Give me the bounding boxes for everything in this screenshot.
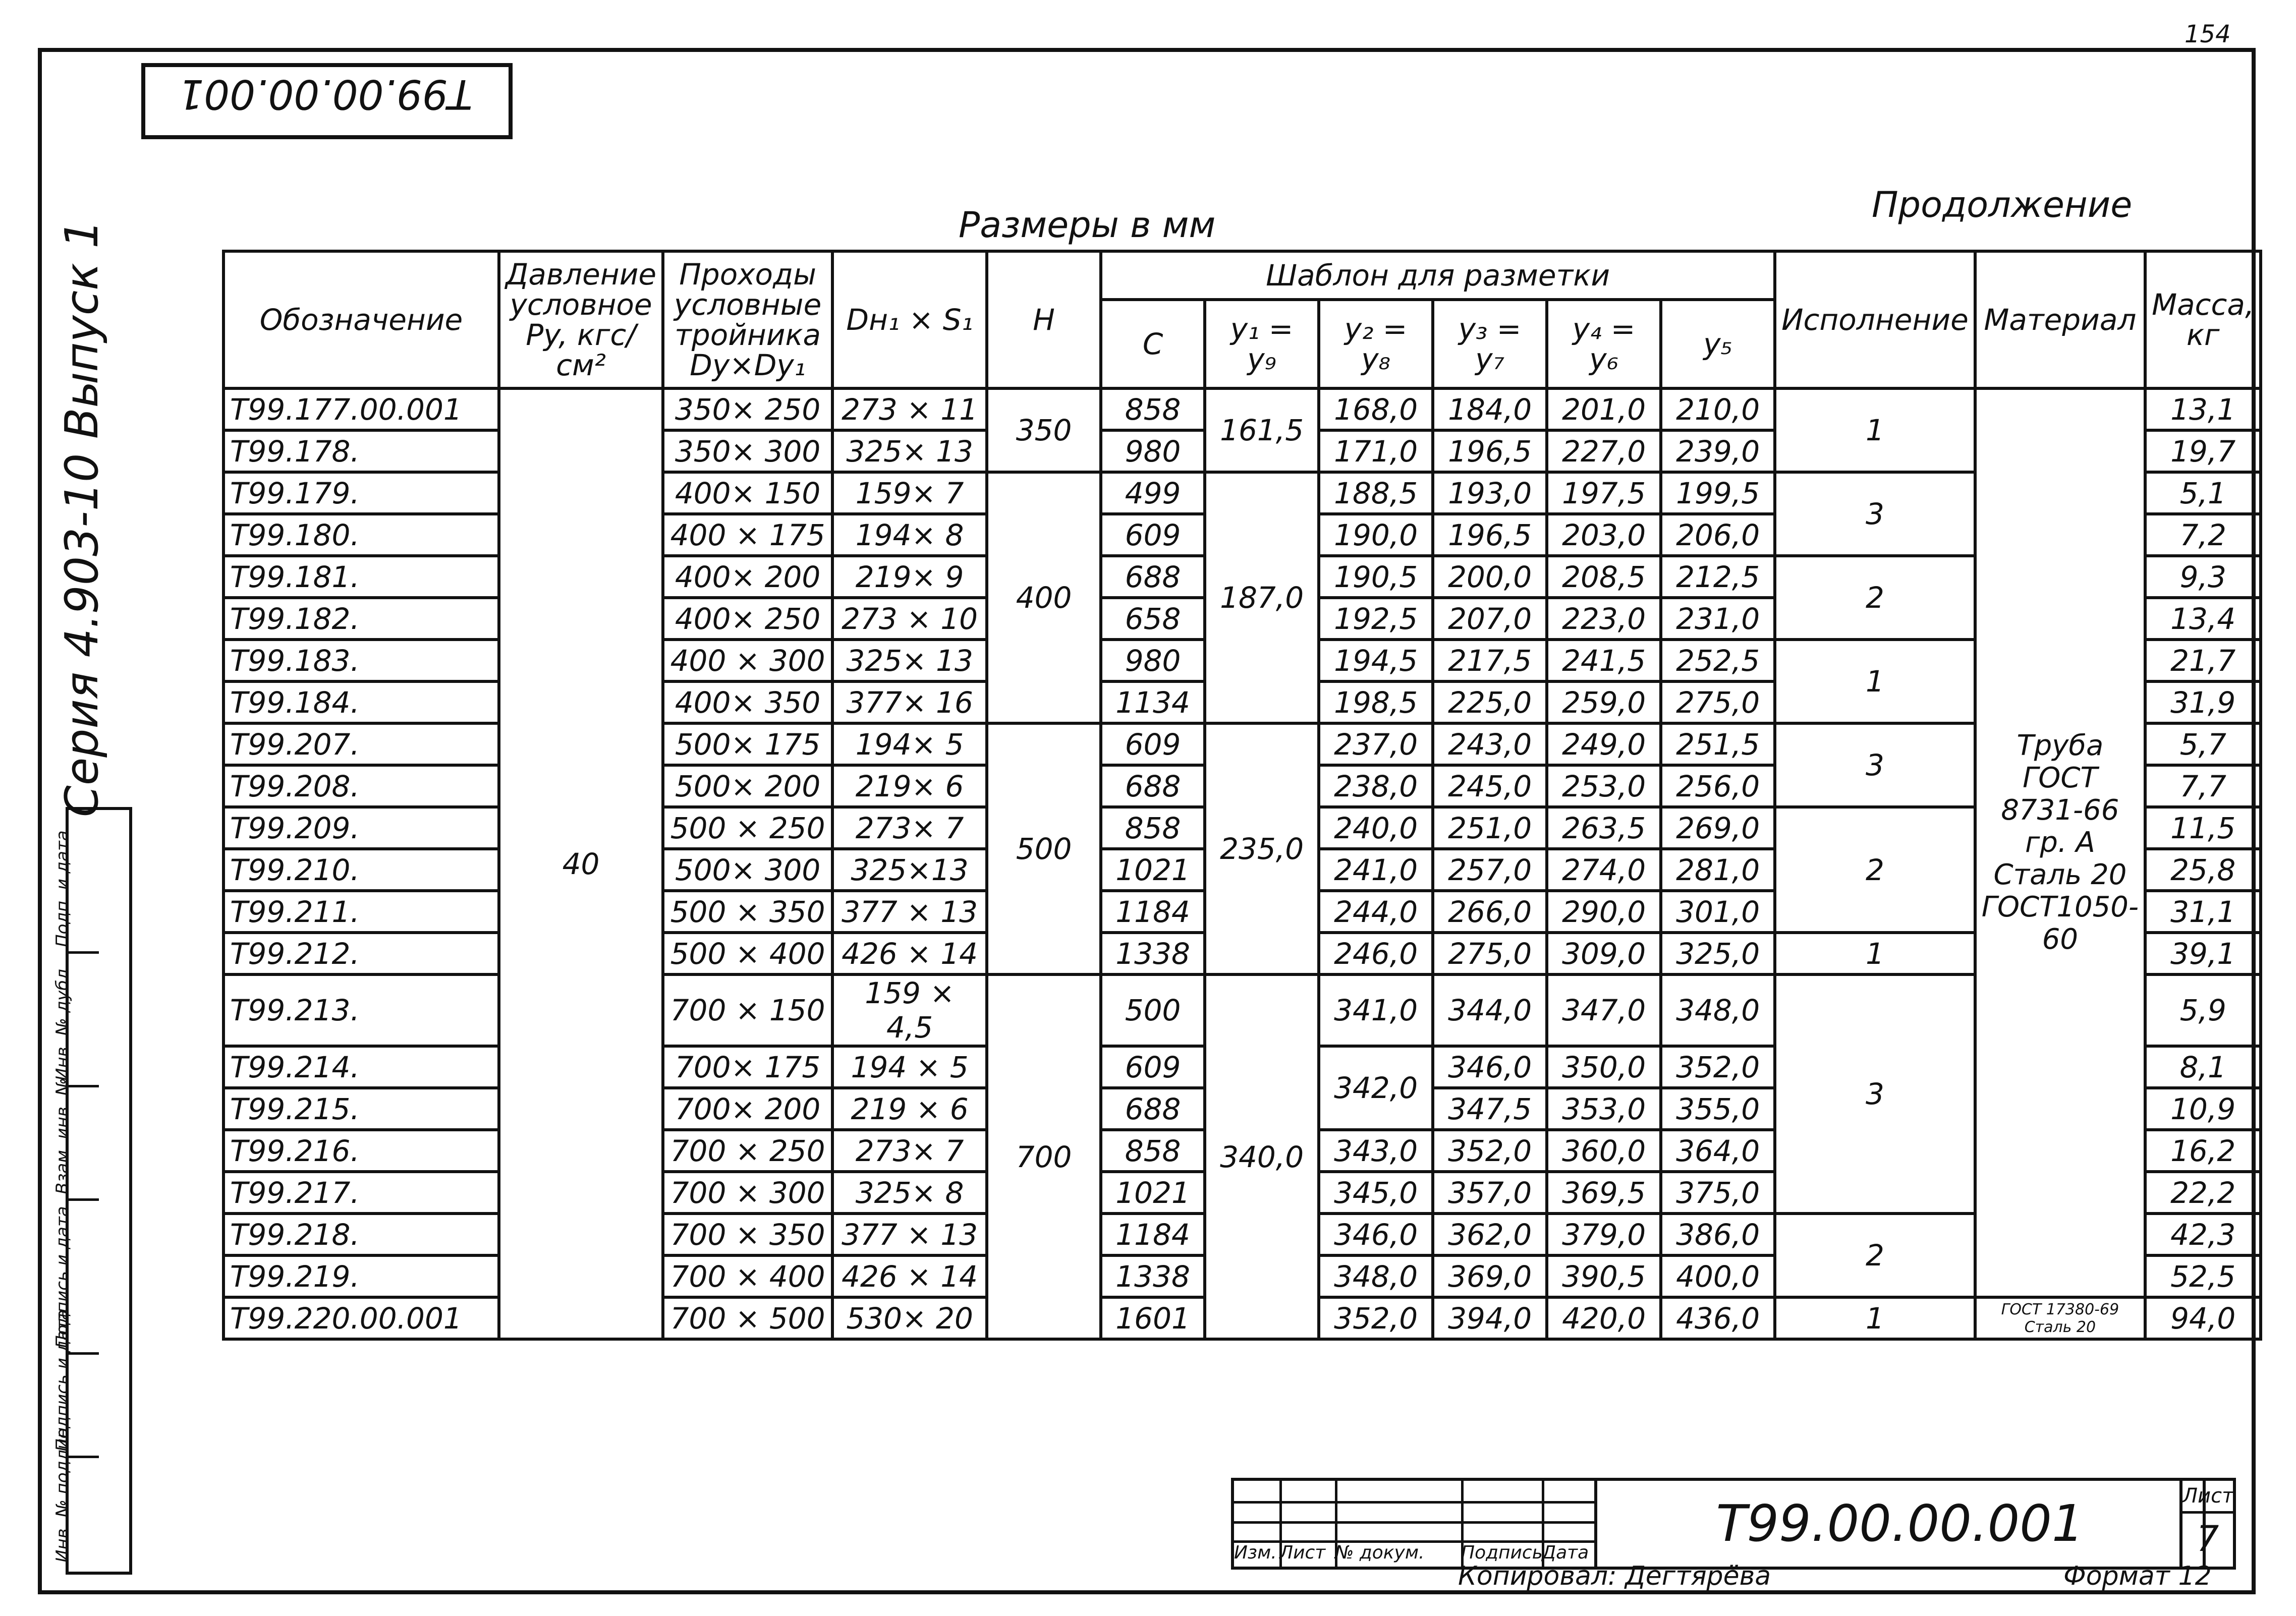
dn-cell: 273 × 10: [832, 598, 987, 640]
y2-cell: 168,0: [1319, 388, 1433, 430]
designation-cell: Т99.217.: [223, 1172, 499, 1214]
y5-cell: 352,0: [1661, 1046, 1775, 1088]
execution-cell: 3: [1775, 974, 1975, 1214]
designation-cell: Т99.184.: [223, 681, 499, 723]
dn-cell: 426 × 14: [832, 933, 987, 974]
y1-cell: 235,0: [1205, 723, 1319, 974]
designation-cell: Т99.181.: [223, 556, 499, 598]
y3-cell: 225,0: [1433, 681, 1547, 723]
y3-cell: 196,5: [1433, 514, 1547, 556]
dn-cell: 273× 7: [832, 807, 987, 849]
y5-cell: 239,0: [1661, 430, 1775, 472]
y4-cell: 360,0: [1547, 1130, 1661, 1172]
mass-cell: 9,3: [2145, 556, 2261, 598]
mass-cell: 13,4: [2145, 598, 2261, 640]
designation-cell: Т99.219.: [223, 1255, 499, 1297]
y2-cell: 241,0: [1319, 849, 1433, 891]
y5-cell: 231,0: [1661, 598, 1775, 640]
c-cell: 500: [1101, 974, 1205, 1046]
designation-cell: Т99.211.: [223, 891, 499, 933]
designation-cell: Т99.208.: [223, 765, 499, 807]
y4-cell: 420,0: [1547, 1297, 1661, 1339]
y3-cell: 347,5: [1433, 1088, 1547, 1130]
passes-cell: 400× 250: [663, 598, 832, 640]
y3-cell: 196,5: [1433, 430, 1547, 472]
y5-cell: 325,0: [1661, 933, 1775, 974]
col-material: Материал: [1975, 251, 2145, 388]
y5-cell: 386,0: [1661, 1214, 1775, 1255]
y5-cell: 375,0: [1661, 1172, 1775, 1214]
dn-cell: 159 × 4,5: [832, 974, 987, 1046]
title-block-grid: [1231, 1478, 1597, 1570]
y3-cell: 257,0: [1433, 849, 1547, 891]
y5-cell: 251,5: [1661, 723, 1775, 765]
y4-cell: 353,0: [1547, 1088, 1661, 1130]
execution-cell: 1: [1775, 933, 1975, 974]
dn-cell: 377 × 13: [832, 891, 987, 933]
dn-cell: 194× 8: [832, 514, 987, 556]
y1-cell: 161,5: [1205, 388, 1319, 472]
y5-cell: 256,0: [1661, 765, 1775, 807]
dn-cell: 219× 9: [832, 556, 987, 598]
designation-cell: Т99.213.: [223, 974, 499, 1046]
c-cell: 1338: [1101, 933, 1205, 974]
col-template: Шаблон для разметки: [1101, 251, 1775, 300]
execution-cell: 1: [1775, 640, 1975, 723]
designation-cell: Т99.180.: [223, 514, 499, 556]
y5-cell: 348,0: [1661, 974, 1775, 1046]
designation-cell: Т99.218.: [223, 1214, 499, 1255]
dn-cell: 325× 13: [832, 640, 987, 681]
continuation-label: Продолжение: [1872, 184, 2133, 225]
dn-cell: 159× 7: [832, 472, 987, 514]
col-y2: y₂ = y₈: [1319, 300, 1433, 388]
mass-cell: 22,2: [2145, 1172, 2261, 1214]
c-cell: 858: [1101, 807, 1205, 849]
col-dn: Dн₁ × S₁: [832, 251, 987, 388]
y2-cell: 345,0: [1319, 1172, 1433, 1214]
col-execution: Исполнение: [1775, 251, 1975, 388]
c-cell: 1338: [1101, 1255, 1205, 1297]
y2-cell: 352,0: [1319, 1297, 1433, 1339]
y3-cell: 344,0: [1433, 974, 1547, 1046]
c-cell: 609: [1101, 723, 1205, 765]
y2-cell: 188,5: [1319, 472, 1433, 514]
y5-cell: 355,0: [1661, 1088, 1775, 1130]
title-block-labels: Изм. Лист № докум. ПодписьДата: [1234, 1542, 1589, 1563]
c-cell: 688: [1101, 765, 1205, 807]
y2-cell: 190,0: [1319, 514, 1433, 556]
designation-cell: Т99.214.: [223, 1046, 499, 1088]
y1-cell: 340,0: [1205, 974, 1319, 1339]
col-y5: y₅: [1661, 300, 1775, 388]
y3-cell: 394,0: [1433, 1297, 1547, 1339]
sidebar-cell: Инв. № дубл.: [69, 954, 99, 1087]
c-cell: 1021: [1101, 1172, 1205, 1214]
y2-cell: 237,0: [1319, 723, 1433, 765]
designation-cell: Т99.212.: [223, 933, 499, 974]
mass-cell: 13,1: [2145, 388, 2261, 430]
sidebar-cell: Подп. и дата: [69, 810, 99, 954]
y3-cell: 200,0: [1433, 556, 1547, 598]
passes-cell: 400× 350: [663, 681, 832, 723]
y2-cell: 348,0: [1319, 1255, 1433, 1297]
dn-cell: 325× 8: [832, 1172, 987, 1214]
mass-cell: 7,2: [2145, 514, 2261, 556]
designation-cell: Т99.207.: [223, 723, 499, 765]
passes-cell: 700 × 500: [663, 1297, 832, 1339]
mass-cell: 52,5: [2145, 1255, 2261, 1297]
y5-cell: 301,0: [1661, 891, 1775, 933]
y2-cell: 194,5: [1319, 640, 1433, 681]
y4-cell: 241,5: [1547, 640, 1661, 681]
material-cell: Труба ГОСТ 8731-66 гр. А Сталь 20 ГОСТ1050-60: [1975, 388, 2145, 1297]
mass-cell: 31,1: [2145, 891, 2261, 933]
h-cell: 350: [987, 388, 1101, 472]
y5-cell: 206,0: [1661, 514, 1775, 556]
c-cell: 1134: [1101, 681, 1205, 723]
y5-cell: 210,0: [1661, 388, 1775, 430]
y5-cell: 275,0: [1661, 681, 1775, 723]
table-row: [223, 388, 2261, 430]
y3-cell: 207,0: [1433, 598, 1547, 640]
sheet-value: 7: [2196, 1518, 2219, 1560]
designation-cell: Т99.179.: [223, 472, 499, 514]
y5-cell: 269,0: [1661, 807, 1775, 849]
y2-cell: 240,0: [1319, 807, 1433, 849]
pressure-cell: 40: [499, 388, 663, 1339]
series-label: Серия 4.903-10 Выпуск 1: [55, 219, 108, 817]
col-mass: Масса, кг: [2145, 251, 2261, 388]
dn-cell: 194 × 5: [832, 1046, 987, 1088]
y3-cell: 362,0: [1433, 1214, 1547, 1255]
copied-by: Копировал: Дегтярёва: [1458, 1561, 1771, 1591]
c-cell: 658: [1101, 598, 1205, 640]
y5-cell: 252,5: [1661, 640, 1775, 681]
y3-cell: 352,0: [1433, 1130, 1547, 1172]
y3-cell: 275,0: [1433, 933, 1547, 974]
y5-cell: 364,0: [1661, 1130, 1775, 1172]
passes-cell: 400× 200: [663, 556, 832, 598]
y2-cell: 342,0: [1319, 1046, 1433, 1130]
y4-cell: 259,0: [1547, 681, 1661, 723]
execution-cell: 2: [1775, 1214, 1975, 1297]
sidebar-stamp: [52, 807, 132, 1575]
y2-cell: 246,0: [1319, 933, 1433, 974]
designation-cell: Т99.182.: [223, 598, 499, 640]
dn-cell: 325× 13: [832, 430, 987, 472]
y5-cell: 199,5: [1661, 472, 1775, 514]
y5-cell: 400,0: [1661, 1255, 1775, 1297]
passes-cell: 700 × 250: [663, 1130, 832, 1172]
passes-cell: 700 × 400: [663, 1255, 832, 1297]
sheet-label: Лист: [2182, 1481, 2233, 1514]
material-cell-last: ГОСТ 17380-69 Сталь 20: [1975, 1297, 2145, 1339]
execution-cell: 3: [1775, 723, 1975, 807]
execution-cell: 3: [1775, 472, 1975, 556]
y2-cell: 192,5: [1319, 598, 1433, 640]
passes-cell: 400 × 300: [663, 640, 832, 681]
y4-cell: 197,5: [1547, 472, 1661, 514]
c-cell: 980: [1101, 430, 1205, 472]
y2-cell: 171,0: [1319, 430, 1433, 472]
dn-cell: 377× 16: [832, 681, 987, 723]
mass-cell: 94,0: [2145, 1297, 2261, 1339]
mass-cell: 5,1: [2145, 472, 2261, 514]
y4-cell: 274,0: [1547, 849, 1661, 891]
passes-cell: 500× 175: [663, 723, 832, 765]
h-cell: 700: [987, 974, 1101, 1339]
y4-cell: 208,5: [1547, 556, 1661, 598]
designation-cell: Т99.215.: [223, 1088, 499, 1130]
col-passes: Проходы условные тройника Dy×Dy₁: [663, 251, 832, 388]
c-cell: 609: [1101, 1046, 1205, 1088]
y4-cell: 290,0: [1547, 891, 1661, 933]
y4-cell: 347,0: [1547, 974, 1661, 1046]
execution-cell: 1: [1775, 388, 1975, 472]
y4-cell: 227,0: [1547, 430, 1661, 472]
y2-cell: 244,0: [1319, 891, 1433, 933]
passes-cell: 500 × 400: [663, 933, 832, 974]
h-cell: 500: [987, 723, 1101, 974]
dn-cell: 273× 7: [832, 1130, 987, 1172]
designation-cell: Т99.183.: [223, 640, 499, 681]
dn-cell: 219× 6: [832, 765, 987, 807]
dn-cell: 377 × 13: [832, 1214, 987, 1255]
c-cell: 858: [1101, 1130, 1205, 1172]
y4-cell: 263,5: [1547, 807, 1661, 849]
y2-cell: 341,0: [1319, 974, 1433, 1046]
dn-cell: 426 × 14: [832, 1255, 987, 1297]
y3-cell: 193,0: [1433, 472, 1547, 514]
y3-cell: 217,5: [1433, 640, 1547, 681]
c-cell: 1184: [1101, 891, 1205, 933]
dn-cell: 530× 20: [832, 1297, 987, 1339]
passes-cell: 500 × 250: [663, 807, 832, 849]
y5-cell: 436,0: [1661, 1297, 1775, 1339]
sidebar-cell: Подпись и дата: [69, 1201, 99, 1355]
c-cell: 499: [1101, 472, 1205, 514]
y2-cell: 190,5: [1319, 556, 1433, 598]
execution-cell: 1: [1775, 1297, 1975, 1339]
sidebar-cell: Взам. инв. №: [69, 1087, 99, 1201]
mass-cell: 42,3: [2145, 1214, 2261, 1255]
mass-cell: 11,5: [2145, 807, 2261, 849]
mass-cell: 21,7: [2145, 640, 2261, 681]
passes-cell: 700 × 300: [663, 1172, 832, 1214]
y4-cell: 201,0: [1547, 388, 1661, 430]
y4-cell: 379,0: [1547, 1214, 1661, 1255]
designation-cell: Т99.210.: [223, 849, 499, 891]
mass-cell: 7,7: [2145, 765, 2261, 807]
c-cell: 688: [1101, 556, 1205, 598]
stamp-text: Т99.00.00.001: [178, 71, 473, 118]
execution-cell: 2: [1775, 556, 1975, 640]
c-cell: 1184: [1101, 1214, 1205, 1255]
passes-cell: 400× 150: [663, 472, 832, 514]
passes-cell: 500 × 350: [663, 891, 832, 933]
col-y3: y₃ = y₇: [1433, 300, 1547, 388]
passes-cell: 500× 200: [663, 765, 832, 807]
col-h: H: [987, 251, 1101, 388]
dn-cell: 325×13: [832, 849, 987, 891]
y4-cell: 203,0: [1547, 514, 1661, 556]
col-pressure: Давление условное Py, кгс/см²: [499, 251, 663, 388]
y1-cell: 187,0: [1205, 472, 1319, 723]
col-y4: y₄ = y₆: [1547, 300, 1661, 388]
y4-cell: 350,0: [1547, 1046, 1661, 1088]
passes-cell: 700 × 150: [663, 974, 832, 1046]
y4-cell: 309,0: [1547, 933, 1661, 974]
dn-cell: 273 × 11: [832, 388, 987, 430]
mass-cell: 16,2: [2145, 1130, 2261, 1172]
mass-cell: 25,8: [2145, 849, 2261, 891]
document-number: Т99.00.00.001: [1594, 1478, 2206, 1570]
mass-cell: 8,1: [2145, 1046, 2261, 1088]
designation-cell: Т99.178.: [223, 430, 499, 472]
execution-cell: 2: [1775, 807, 1975, 933]
page-number: 154: [2185, 20, 2231, 48]
y3-cell: 266,0: [1433, 891, 1547, 933]
dn-cell: 194× 5: [832, 723, 987, 765]
mass-cell: 10,9: [2145, 1088, 2261, 1130]
y2-cell: 198,5: [1319, 681, 1433, 723]
y5-cell: 281,0: [1661, 849, 1775, 891]
designation-cell: Т99.220.00.001: [223, 1297, 499, 1339]
y3-cell: 346,0: [1433, 1046, 1547, 1088]
y3-cell: 251,0: [1433, 807, 1547, 849]
sidebar-cell: Подпись и дата: [69, 1355, 99, 1458]
h-cell: 400: [987, 472, 1101, 723]
y4-cell: 253,0: [1547, 765, 1661, 807]
passes-cell: 700× 175: [663, 1046, 832, 1088]
mass-cell: 39,1: [2145, 933, 2261, 974]
c-cell: 688: [1101, 1088, 1205, 1130]
y3-cell: 245,0: [1433, 765, 1547, 807]
c-cell: 980: [1101, 640, 1205, 681]
col-y1: y₁ = y₉: [1205, 300, 1319, 388]
col-designation: Обозначение: [223, 251, 499, 388]
y4-cell: 369,5: [1547, 1172, 1661, 1214]
y4-cell: 249,0: [1547, 723, 1661, 765]
passes-cell: 500× 300: [663, 849, 832, 891]
mass-cell: 5,9: [2145, 974, 2261, 1046]
sizes-note: Размеры в мм: [959, 204, 1216, 246]
dn-cell: 219 × 6: [832, 1088, 987, 1130]
spec-table: [222, 250, 2262, 1341]
y4-cell: 223,0: [1547, 598, 1661, 640]
designation-cell: Т99.209.: [223, 807, 499, 849]
mass-cell: 5,7: [2145, 723, 2261, 765]
y2-cell: 343,0: [1319, 1130, 1433, 1172]
passes-cell: 350× 300: [663, 430, 832, 472]
mass-cell: 31,9: [2145, 681, 2261, 723]
y3-cell: 243,0: [1433, 723, 1547, 765]
mass-cell: 19,7: [2145, 430, 2261, 472]
passes-cell: 400 × 175: [663, 514, 832, 556]
y5-cell: 212,5: [1661, 556, 1775, 598]
y2-cell: 346,0: [1319, 1214, 1433, 1255]
y4-cell: 390,5: [1547, 1255, 1661, 1297]
y3-cell: 184,0: [1433, 388, 1547, 430]
y3-cell: 369,0: [1433, 1255, 1547, 1297]
format-label: Формат 12: [2063, 1561, 2212, 1591]
y2-cell: 238,0: [1319, 765, 1433, 807]
c-cell: 1601: [1101, 1297, 1205, 1339]
y3-cell: 357,0: [1433, 1172, 1547, 1214]
passes-cell: 700 × 350: [663, 1214, 832, 1255]
passes-cell: 700× 200: [663, 1088, 832, 1130]
designation-cell: Т99.216.: [223, 1130, 499, 1172]
col-c: C: [1101, 300, 1205, 388]
designation-cell: Т99.177.00.001: [223, 388, 499, 430]
passes-cell: 350× 250: [663, 388, 832, 430]
c-cell: 609: [1101, 514, 1205, 556]
sidebar-cell: Инв. № подлин.: [52, 1422, 73, 1563]
c-cell: 1021: [1101, 849, 1205, 891]
sheet-box: [2179, 1478, 2236, 1570]
c-cell: 858: [1101, 388, 1205, 430]
